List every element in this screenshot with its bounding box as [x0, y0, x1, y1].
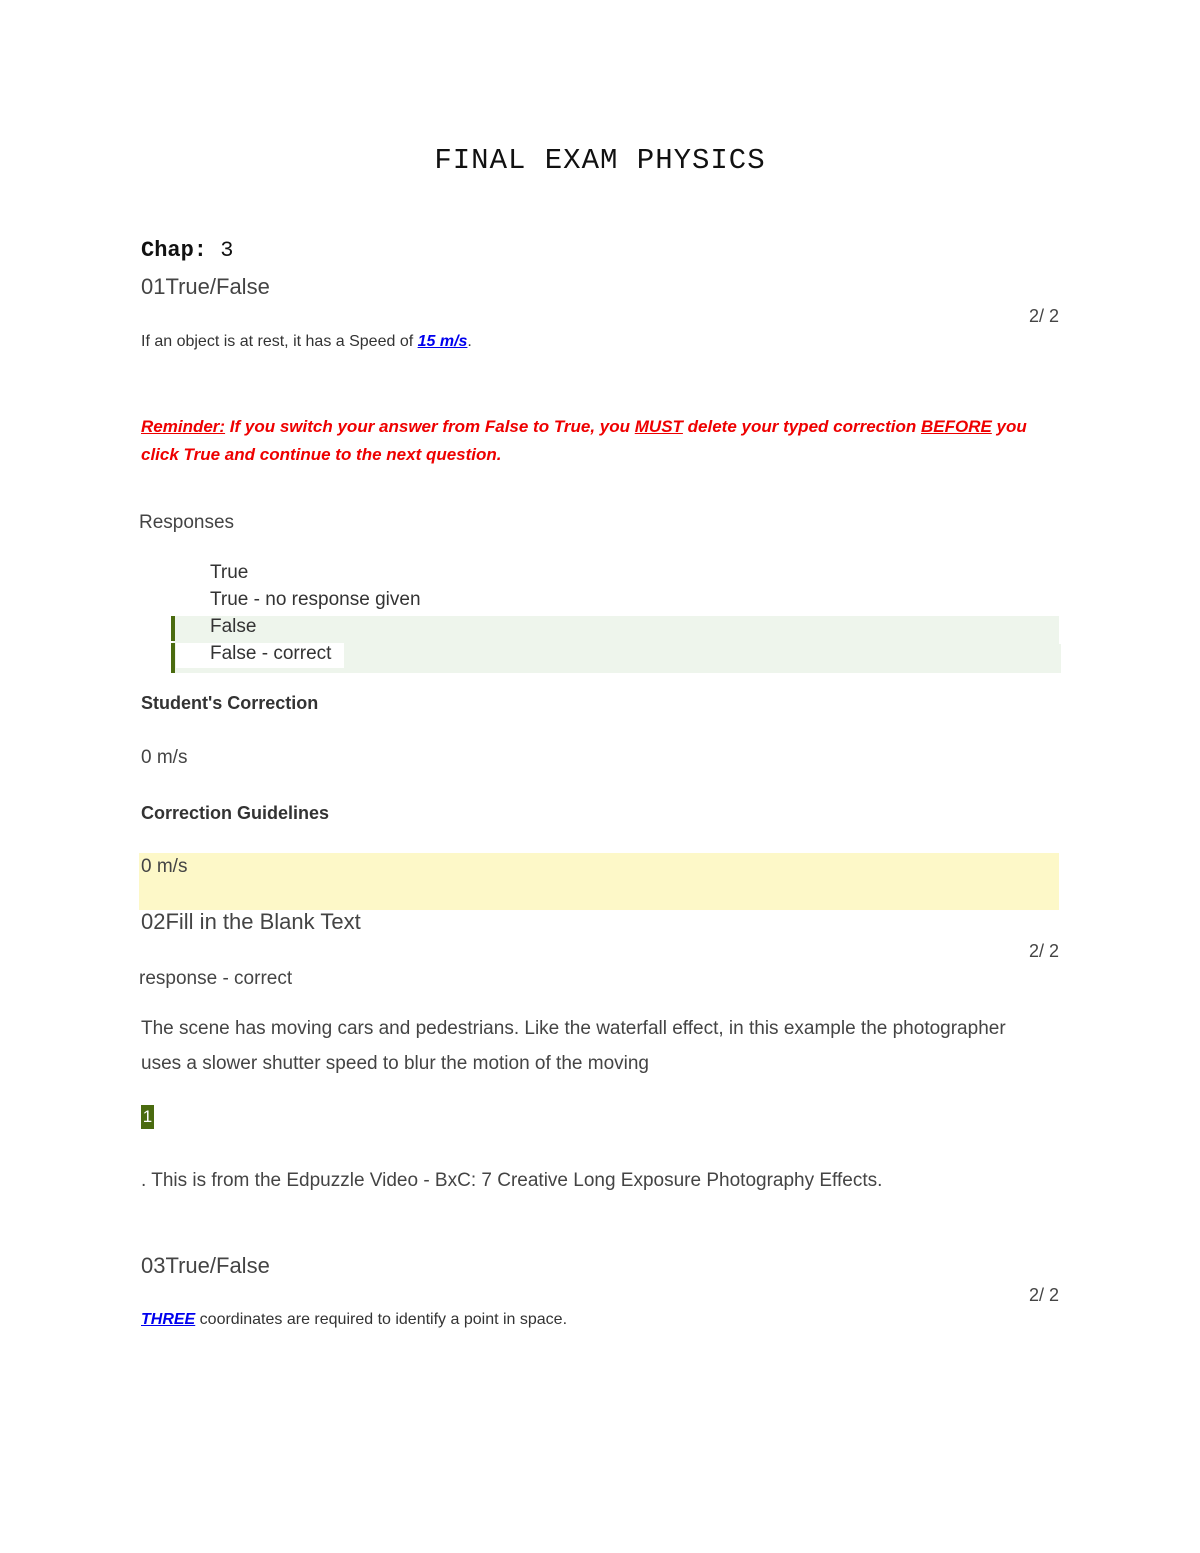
response-item: False [210, 616, 257, 637]
correct-response-highlight [173, 616, 1059, 644]
reminder-lead: Reminder: [141, 417, 226, 436]
reminder-part-1: If you switch your answer from False to True, you [225, 417, 635, 436]
correction-guidelines-label: Correction Guidelines [141, 803, 330, 823]
chapter-value: 3 [220, 238, 234, 263]
chapter-label: Chap: [141, 238, 208, 263]
student-correction-value: 0 m/s [141, 747, 188, 768]
reminder-before: BEFORE [920, 417, 992, 436]
correction-guidelines-highlight [139, 853, 1059, 910]
question-1-text-before: If an object is at rest, it has a Speed of [141, 333, 418, 350]
question-3-text [141, 1311, 567, 1329]
question-3-answer: THREE [141, 1311, 196, 1328]
response-item: False - correct [210, 643, 332, 664]
chapter-line [141, 238, 233, 263]
response-item: True [210, 562, 249, 583]
question-1-text [141, 333, 472, 351]
question-3-heading: 03True/False [141, 1253, 270, 1278]
reminder-must: MUST [634, 417, 683, 436]
question-1-heading: 01True/False [141, 274, 270, 299]
reminder-note [141, 413, 1041, 469]
question-3-text-after: coordinates are required to identify a point in space. [195, 1311, 568, 1328]
question-2-response-status: response - correct [139, 968, 293, 989]
question-3-score: 2/ 2 [1028, 1285, 1059, 1305]
question-2-heading: 02Fill in the Blank Text [141, 909, 361, 934]
question-2-paragraph: The scene has moving cars and pedestrians. Like the waterfall effect, in this example the photographer uses a slower shutter speed to blur the motion of the moving [141, 1018, 1006, 1074]
question-1-text-after: . [467, 333, 472, 350]
correction-guidelines-value: 0 m/s [141, 856, 188, 877]
correct-marker-bar-2 [171, 643, 175, 673]
question-2-after-blank: . This is from the Edpuzzle Video - BxC: 7 Creative Long Exposure Photography Effects. [141, 1170, 883, 1191]
response-item: True - no response given [210, 589, 421, 610]
question-1-score: 2/ 2 [1028, 306, 1059, 326]
page-title: FINAL EXAM PHYSICS [434, 144, 766, 177]
question-2-score: 2/ 2 [1028, 941, 1059, 961]
question-1-answer: 15 m/s [417, 333, 468, 350]
reminder-part-3: you click True and continue to the next question. [141, 417, 1027, 464]
blank-number-badge: 1 [141, 1105, 154, 1129]
reminder-part-2: delete your typed correction [682, 417, 921, 436]
correct-marker-bar [171, 616, 175, 641]
student-correction-label: Student's Correction [141, 693, 319, 713]
responses-label: Responses [139, 512, 235, 533]
